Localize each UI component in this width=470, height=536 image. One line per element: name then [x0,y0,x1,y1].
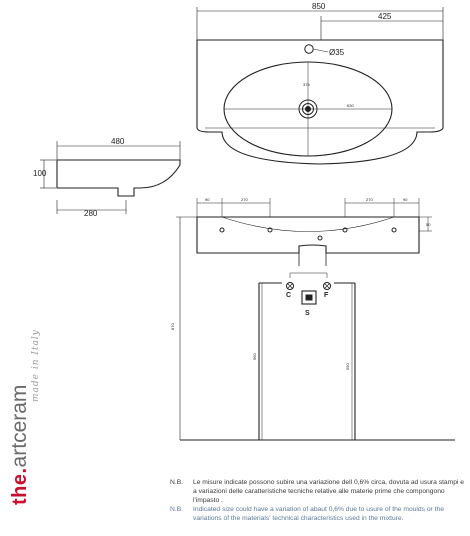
dim-front-left-2: 270 [241,197,248,202]
dim-100: 100 [33,169,47,178]
label-cold: F [324,292,329,299]
dim-front-right-2: 90 [403,197,408,202]
dim-thickness: 50 [426,222,431,227]
dim-pedestal-right: 590 [345,363,350,370]
dim-front-left-1: 90 [205,197,210,202]
front-view [176,198,455,440]
label-waste: S [305,310,310,317]
dim-tap-hole: Ø35 [329,48,345,57]
dim-480: 480 [111,137,125,146]
dim-bowl-width: 630 [347,103,354,108]
note-label: N.B. [170,506,184,513]
dim-front-right-1: 270 [366,197,373,202]
dim-425: 425 [378,12,392,21]
note-english-text: Indicated size could have a variation of abaut 0,6% due to usure of the moulds or the variations of the materials' technical characteristics used in the mixture. [193,506,444,522]
note-english [170,505,466,523]
note-label: N.B. [170,479,184,486]
brand-name: artceram [8,384,31,468]
label-hot: C [286,292,292,299]
note-italian-text: Le misure indicate possono subire una variazione dell 0,6% circa, dovuta ad usura stampi e a variazioni delle caratteristiche tecniche relative alle materie prime che compongono l'impasto . [193,479,464,504]
dim-pedestal-left: 560 [252,353,257,360]
top-view [197,7,443,164]
dim-850: 850 [312,2,326,11]
brand-logo [8,385,32,505]
dim-bowl-depth: 376 [303,82,310,87]
dim-total-height: 870 [170,323,175,330]
note-italian [170,478,466,505]
dim-280: 280 [84,209,98,218]
side-view [40,141,180,214]
brand-prefix: the. [9,467,31,505]
brand-tagline: made in Italy [31,329,41,402]
